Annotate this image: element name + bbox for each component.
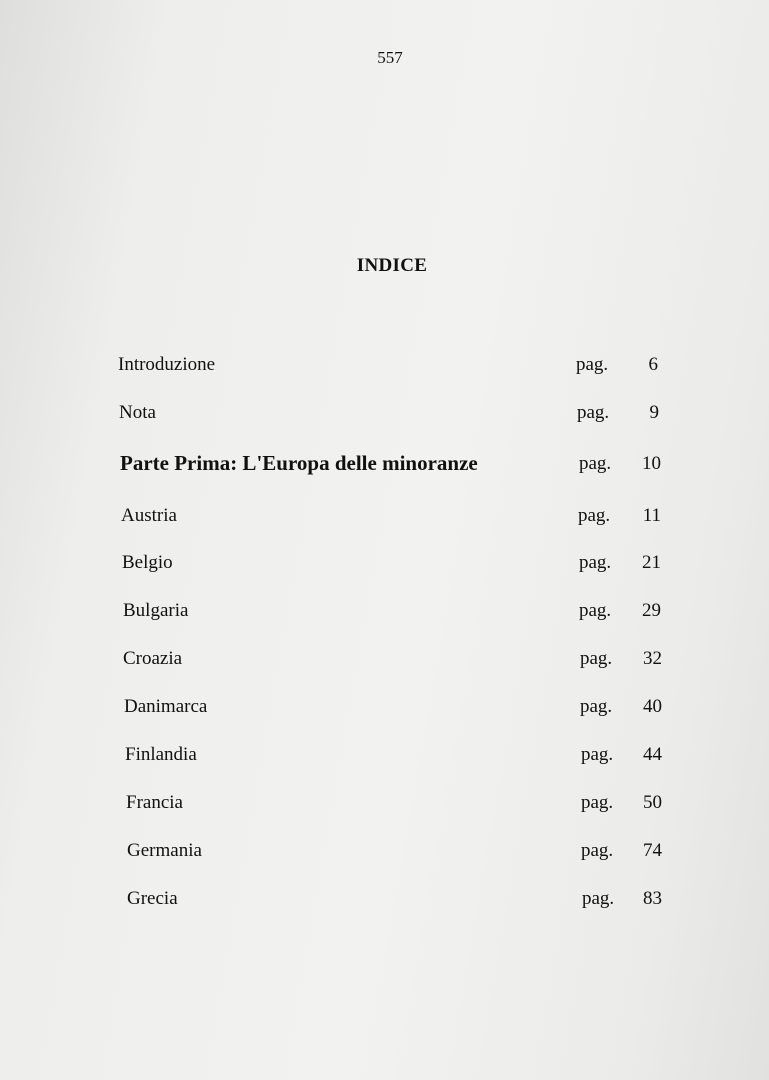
toc-entry: [123, 600, 663, 626]
toc-entry: [119, 402, 659, 428]
toc-entry-title: Danimarca: [124, 696, 208, 717]
toc-entry: [125, 744, 665, 770]
toc-entry-title: Croazia: [123, 648, 183, 669]
toc-entry-title: Austria: [121, 505, 177, 526]
index-heading: INDICE: [356, 255, 428, 276]
toc-entry-pag: pag.: [579, 453, 612, 474]
toc-entry-pag: pag.: [580, 696, 613, 717]
toc-entry: [118, 354, 658, 380]
toc-entry-page-number: 32: [643, 648, 662, 669]
toc-entry: [126, 792, 666, 818]
toc-entry-page-number: 11: [642, 505, 661, 526]
toc-entry-title: Francia: [126, 792, 183, 813]
toc-entry-pag: pag.: [577, 402, 610, 423]
toc-entry: [122, 552, 662, 578]
toc-entry-page-number: 50: [643, 792, 662, 813]
toc-entry-page-number: 83: [643, 888, 662, 909]
toc-entry-page-number: 9: [649, 402, 659, 423]
toc-entry-pag: pag.: [582, 888, 615, 909]
toc-entry-pag: pag.: [581, 840, 614, 861]
toc-entry: [127, 840, 667, 866]
toc-entry-page-number: 21: [642, 552, 661, 573]
toc-entry-pag: pag.: [579, 552, 612, 573]
toc-entry-title: Introduzione: [118, 354, 216, 375]
toc-entry-title: Finlandia: [125, 744, 197, 765]
toc-entry-title: Nota: [119, 402, 156, 423]
toc-entry-page-number: 29: [642, 600, 661, 621]
toc-entry-pag: pag.: [576, 354, 609, 375]
toc-entry-pag: pag.: [579, 600, 612, 621]
toc-entry: [124, 696, 664, 722]
toc-entry-part-heading: [120, 453, 660, 479]
toc-entry-page-number: 44: [643, 744, 662, 765]
toc-entry-page-number: 10: [642, 453, 661, 474]
toc-entry-title: Parte Prima: L'Europa delle minoranze: [120, 451, 478, 475]
toc-entry-pag: pag.: [581, 744, 614, 765]
toc-entry-title: Bulgaria: [123, 600, 189, 621]
toc-entry-page-number: 74: [643, 840, 662, 861]
toc-entry: [123, 648, 663, 674]
toc-entry-title: Grecia: [127, 888, 178, 909]
toc-entry-pag: pag.: [580, 648, 613, 669]
toc-entry-pag: pag.: [578, 505, 611, 526]
toc-entry-page-number: 40: [643, 696, 662, 717]
toc-entry: [127, 888, 667, 914]
toc-entry-page-number: 6: [648, 354, 658, 375]
page-number: 557: [377, 48, 403, 67]
toc-entry-title: Germania: [127, 840, 202, 861]
toc-entry-title: Belgio: [122, 552, 173, 573]
toc-entry: [121, 505, 661, 531]
toc-entry-pag: pag.: [581, 792, 614, 813]
